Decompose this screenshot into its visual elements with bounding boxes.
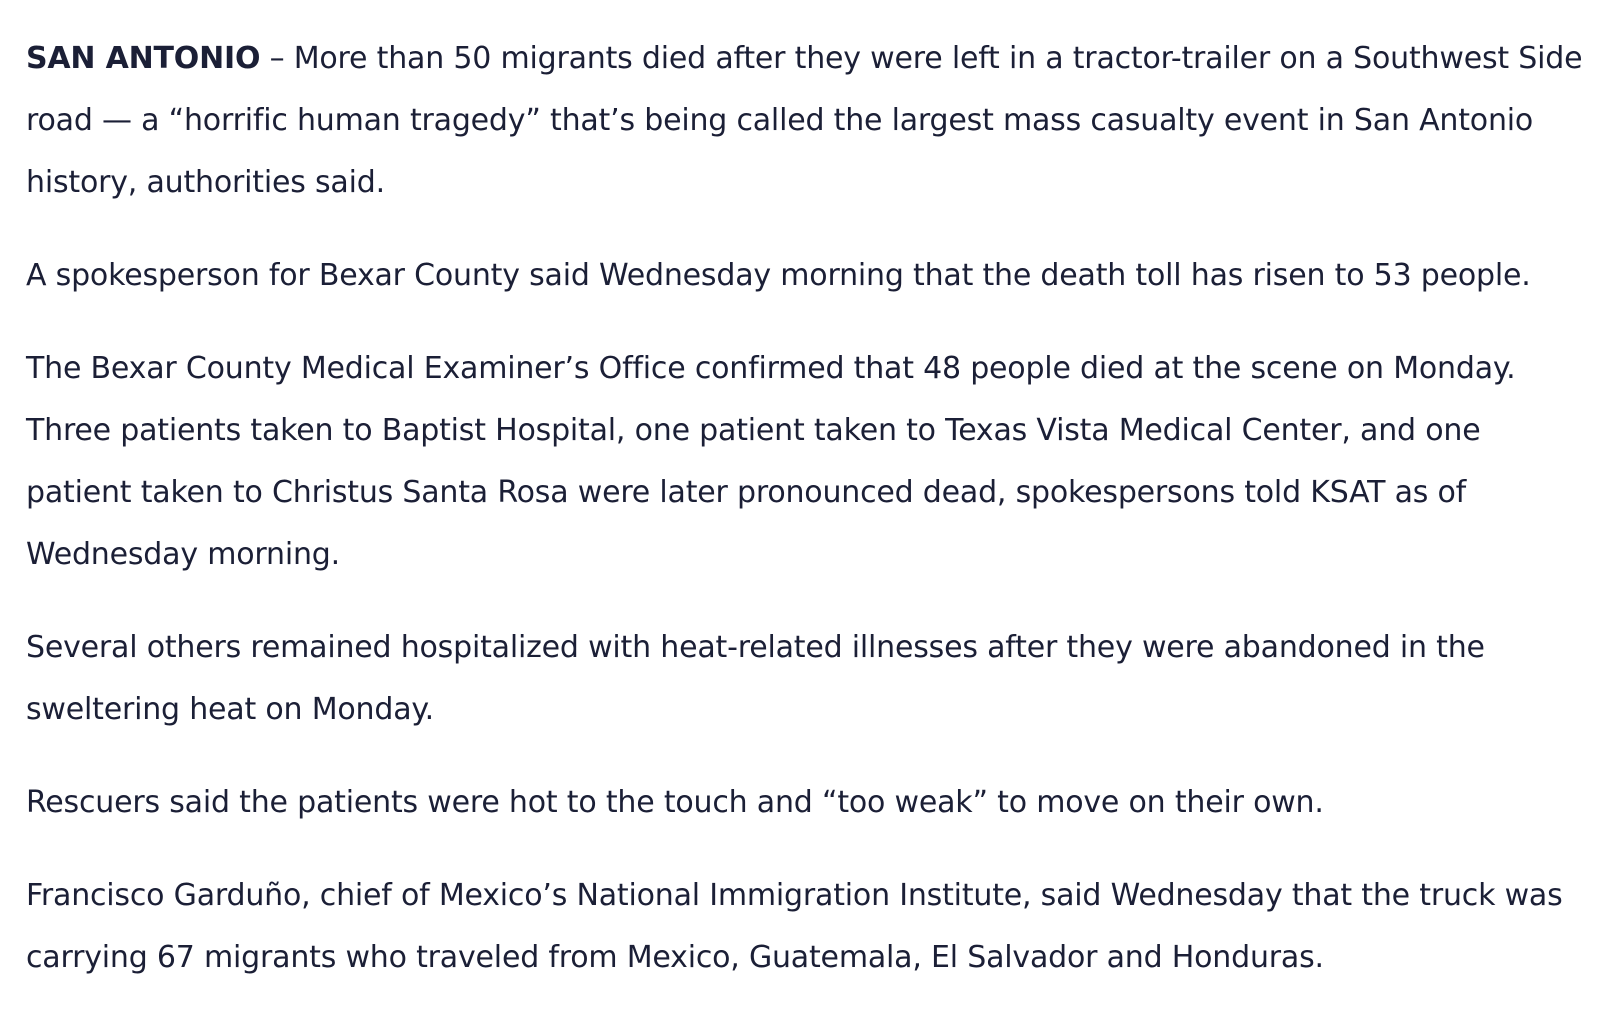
paragraph-immigration-institute: Francisco Garduño, chief of Mexico’s National Immigration Institute, said Wednesday that the truck was carrying 67 migrants who traveled from Mexico, Guatemala, El Salvador and Honduras. (26, 878, 1563, 975)
paragraph-death-toll: A spokesperson for Bexar County said Wednesday morning that the death toll has risen to 53 people. (26, 258, 1531, 293)
lead-paragraph (26, 28, 1586, 214)
paragraph-hospitalized: Several others remained hospitalized with heat-related illnesses after they were abandoned in the sweltering heat on Monday. (26, 630, 1485, 727)
dateline: SAN ANTONIO (26, 41, 261, 76)
paragraph-rescuers: Rescuers said the patients were hot to the touch and “too weak” to move on their own. (26, 785, 1324, 820)
paragraph-medical-examiner: The Bexar County Medical Examiner’s Office confirmed that 48 people died at the scene on Monday. Three patients taken to Baptist Hospital, one patient taken to Texas Vista Medical Center, and one patient taken to Christus Santa Rosa were later pronounced dead, spokespersons told KSAT as of Wednesday morning. (26, 351, 1516, 572)
article-body (26, 28, 1586, 1020)
lead-text: – More than 50 migrants died after they were left in a tractor-trailer on a Southwest Side road — a “horrific human tragedy” that’s being called the largest mass casualty event in San Antonio history, authorities said. (26, 41, 1583, 200)
